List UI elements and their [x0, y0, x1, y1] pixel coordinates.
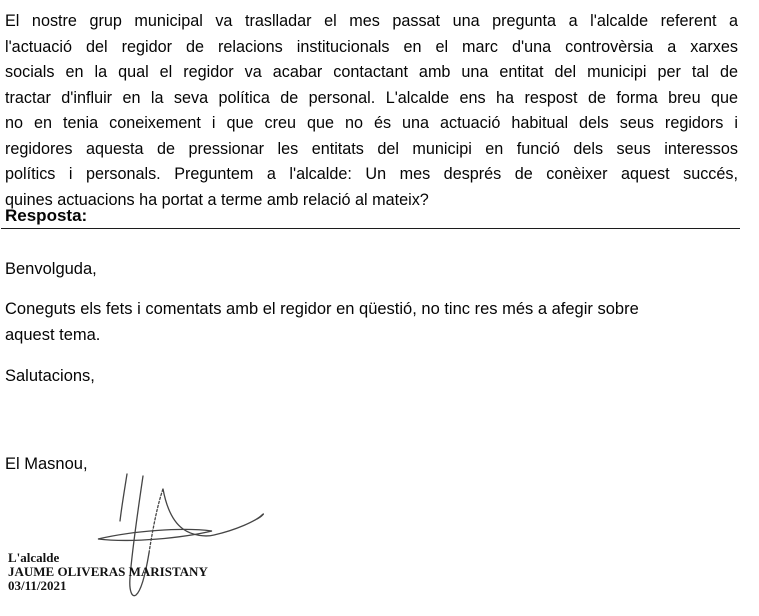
text-line: quines actuacions ha portat a terme amb relació al mateix?: [5, 190, 429, 209]
text-line: no en tenia coneixement i que creu que no és una actuació habitual dels seus regidors i: [5, 114, 738, 132]
signer-name: JAUME OLIVERAS MARISTANY: [8, 563, 208, 579]
signer-date: 03/11/2021: [8, 577, 67, 593]
response-paragraph: [5, 296, 725, 348]
signature-stroke-lens: [98, 529, 212, 540]
place-line: El Masnou,: [5, 455, 88, 473]
salutation-line: Benvolguda,: [5, 260, 97, 278]
text-line: l'actuació del regidor de relacions institucionals en el marc d'una controvèrsia a xarxes: [5, 37, 738, 56]
signature-stroke-ascent: [149, 489, 163, 553]
closing-line: Salutacions,: [5, 367, 95, 385]
text-line: regidores aquesta de pressionar les entitats del municipi en funció dels seus interessos: [5, 139, 738, 158]
text-line: Coneguts els fets i comentats amb el regidor en qüestió, no tinc res més a afegir sobre: [5, 300, 639, 318]
text-line: aquest tema.: [5, 326, 101, 344]
text-line: El nostre grup municipal va traslladar el mes passat una pregunta a l'alcalde referent a: [5, 12, 738, 30]
resposta-divider-rule: [1, 228, 740, 229]
question-paragraph: [5, 9, 738, 213]
signature-stroke-short: [120, 474, 127, 521]
signer-block: [8, 551, 208, 592]
signer-role: L'alcalde: [8, 550, 60, 565]
text-line: socials en la qual el regidor va acabar contactant amb una entitat del municipi per tal de: [5, 63, 738, 81]
resposta-heading: Resposta:: [5, 206, 88, 225]
text-line: polítics i personals. Preguntem a l'alcalde: Un mes després de conèixer aquest succés,: [5, 165, 738, 183]
text-line: tractar d'influir en la seva política de personal. L'alcalde ens ha respost de forma breu que: [5, 88, 738, 107]
